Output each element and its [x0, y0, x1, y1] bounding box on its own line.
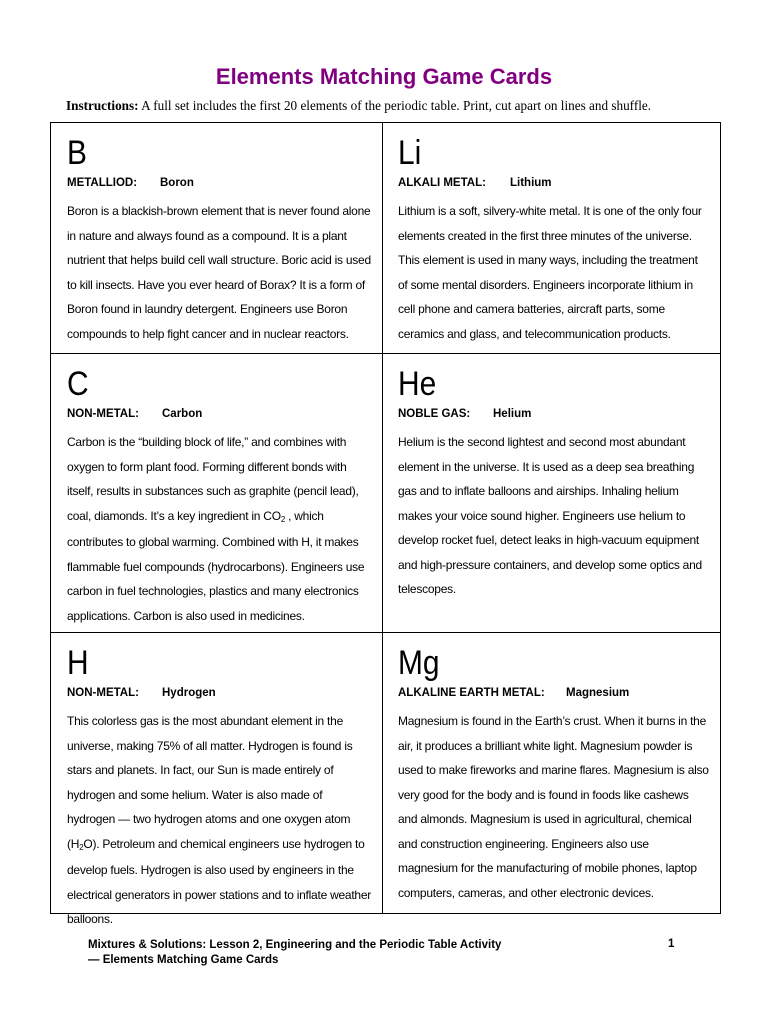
element-category: ALKALI METAL:: [398, 177, 486, 189]
subscript: 2: [79, 842, 84, 852]
description-part: O). Petroleum and chemical engineers use hydrogen to develop fuels. Hydrogen is also used by engineers in the electrical generators in power stations and to inflate weather balloons.: [67, 836, 372, 926]
element-name: Carbon: [162, 408, 203, 420]
element-category: METALLIOD:: [67, 177, 138, 189]
element-symbol: B: [67, 134, 87, 172]
category-line: [398, 404, 710, 424]
page-title: Elements Matching Game Cards: [215, 64, 553, 89]
instructions: [66, 98, 746, 114]
element-name: Lithium: [510, 177, 552, 189]
element-name: Helium: [493, 408, 532, 420]
card-lithium: [383, 123, 720, 354]
category-line: [67, 173, 372, 193]
element-name: Hydrogen: [162, 687, 216, 699]
element-symbol: H: [67, 644, 89, 682]
card-grid: [50, 122, 721, 926]
element-name: Boron: [160, 177, 194, 189]
description-part: This colorless gas is the most abundant element in the universe, making 75% of all matter. Hydrogen is found is stars and planets. In fact, our Sun is made entirely of hydrogen and some helium. Water is also made of hydrogen — two hydrogen atoms and one oxygen atom (H: [67, 714, 353, 851]
instructions-label: Instructions:: [66, 98, 139, 113]
element-description: Boron is a blackish-brown element that is never found alone in nature and always found as a compound. It is a plant nutrient that helps build cell wall structure. Boric acid is used to kill insects. Have you ever heard of Borax? It is a form of Boron found in laundry detergent. Engineers use Boron compounds to help fight cancer and in nuclear reactors.: [67, 204, 371, 341]
page-number: 1: [668, 938, 675, 950]
element-symbol: Li: [398, 134, 422, 172]
element-symbol: C: [67, 365, 89, 403]
element-description: Magnesium is found in the Earth’s crust. When it burns in the air, it produces a brilliant white light. Magnesium powder is used to make fireworks and marine flares. Magnesium is also very good for the body and is found in foods like cashews and almonds. Magnesium is used in agricultural, chemical and construction engineering. Engineers also use magnesium for the manufacturing of mobile phones, laptop computers, cameras, and other electronic devices.: [398, 714, 709, 900]
element-description: Helium is the second lightest and second most abundant element in the universe. It is used as a deep sea breathing gas and to inflate balloons and airships. Inhaling helium makes your voice sound higher. Engineers use helium to develop rocket fuel, detect leaks in high-vacuum equipment and high-pressure containers, and develop some optics and telescopes.: [398, 435, 702, 596]
description-part: Carbon is the “building block of life,” and combines with oxygen to form plant food. Forming different bonds with itself, results in substances such as graphite (pencil lead), coal, diamonds. It’s a key ingredient in CO: [67, 435, 359, 523]
subscript: 2: [280, 514, 286, 524]
instructions-text: A full set includes the first 20 elements of the periodic table. Print, cut apart on lines and shuffle.: [138, 98, 652, 113]
card-hydrogen: [51, 633, 383, 926]
element-description: [67, 709, 372, 932]
element-description: Lithium is a soft, silvery-white metal. It is one of the only four elements created in the first three minutes of the universe. This element is used in many ways, including the treatment of some mental disorders. Engineers incorporate lithium in cell phone and camera batteries, aircraft parts, some ceramics and glass, and telecommunication products.: [398, 204, 702, 341]
element-category: NOBLE GAS:: [398, 408, 471, 420]
element-name: Magnesium: [566, 687, 630, 699]
card-magnesium: [383, 633, 720, 913]
element-symbol: He: [398, 365, 437, 403]
element-category: NON-METAL:: [67, 687, 139, 699]
element-category: NON-METAL:: [67, 408, 139, 420]
element-description: [67, 430, 372, 628]
footer-line-1: Mixtures & Solutions: Lesson 2, Engineering and the Periodic Table Activity: [88, 939, 502, 951]
card-helium: [383, 354, 720, 633]
category-line: [67, 404, 372, 424]
card-carbon: [51, 354, 383, 633]
card-boron: [51, 123, 383, 354]
description-part: , which contributes to global warming. Combined with H, it makes flammable fuel compounds (hydrocarbons). Engineers use carbon in fuel technologies, plastics and many electronics applications. Carbon is also used in medicines.: [67, 508, 365, 623]
footer-line-2: — Elements Matching Game Cards: [88, 954, 279, 966]
category-line: [398, 683, 710, 703]
element-category: ALKALINE EARTH METAL:: [398, 687, 545, 699]
element-symbol: Mg: [398, 644, 440, 682]
footer: [88, 938, 688, 968]
category-line: [398, 173, 710, 193]
category-line: [67, 683, 372, 703]
